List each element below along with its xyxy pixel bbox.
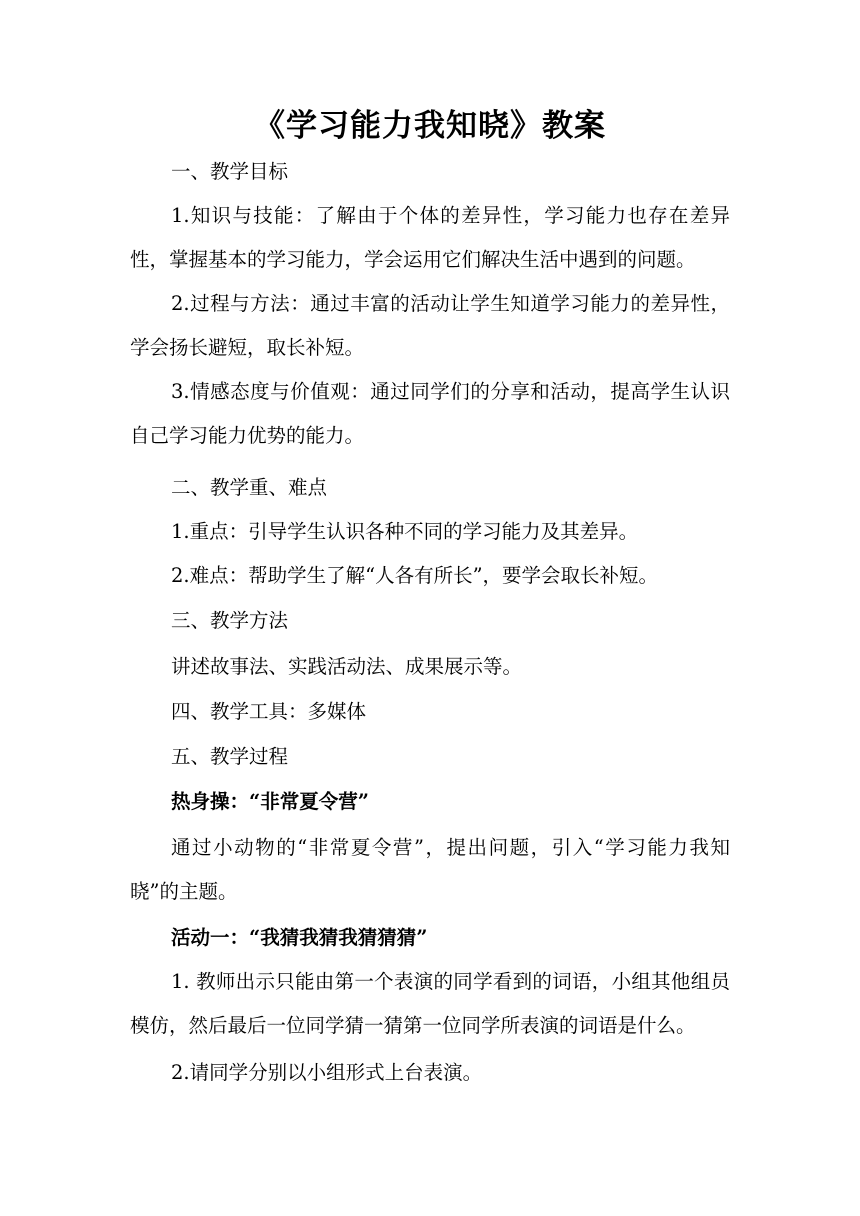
section-heading-process: 五、教学过程 — [171, 745, 289, 768]
section-heading-key-points: 二、教学重、难点 — [171, 476, 328, 499]
section-heading-objectives: 一、教学目标 — [171, 160, 289, 183]
paragraph-knowledge-skills: 1.知识与技能：了解由于个体的差异性，学习能力也存在差异性，掌握基本的学习能力，学会运用它们解决生活中遇到的问题。 — [130, 204, 730, 271]
paragraph-warmup: 通过小动物的“非常夏令营”，提出问题，引入“学习能力我知晓”的主题。 — [130, 836, 730, 903]
paragraph-activity-step-1: 1. 教师出示只能由第一个表演的同学看到的词语，小组其他组员模仿，然后最后一位同学猜一猜第一位同学所表演的词语是什么。 — [130, 970, 730, 1037]
section-heading-methods: 三、教学方法 — [171, 609, 289, 632]
document-title: 《学习能力我知晓》教案 — [254, 108, 606, 144]
paragraph-process-methods: 2.过程与方法：通过丰富的活动让学生知道学习能力的差异性，学会扬长避短，取长补短。 — [130, 292, 730, 359]
paragraph-activity-step-2: 2.请同学分别以小组形式上台表演。 — [171, 1061, 483, 1084]
activity-heading-warmup: 热身操：“非常夏令营” — [171, 790, 369, 813]
paragraph-difficult-point: 2.难点：帮助学生了解“人各有所长”，要学会取长补短。 — [171, 564, 659, 587]
activity-heading-guessing: 活动一：“我猜我猜我猜猜猜” — [171, 926, 428, 949]
paragraph-methods: 讲述故事法、实践活动法、成果展示等。 — [171, 655, 523, 678]
paragraph-emotion-values: 3.情感态度与价值观：通过同学们的分享和活动，提高学生认识自己学习能力优势的能力。 — [130, 380, 730, 447]
section-heading-tools: 四、教学工具：多媒体 — [171, 700, 367, 723]
paragraph-key-point: 1.重点：引导学生认识各种不同的学习能力及其差异。 — [171, 520, 639, 543]
